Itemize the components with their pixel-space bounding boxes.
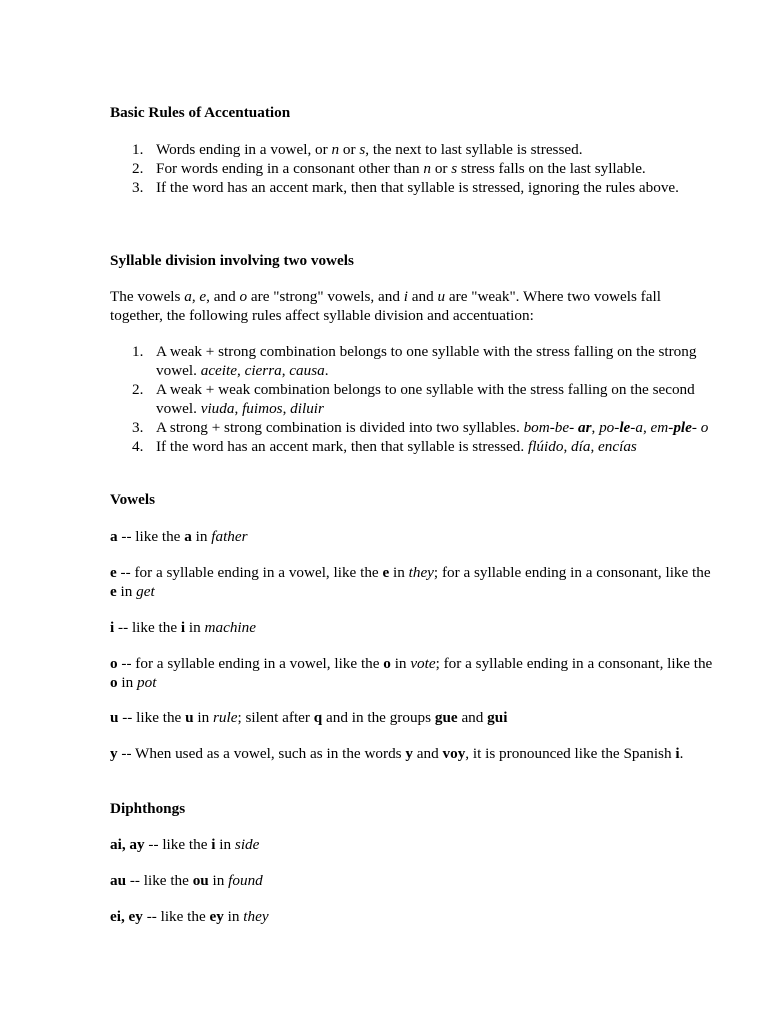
- text-run: in: [185, 619, 205, 636]
- text-run: -- like the: [144, 836, 212, 853]
- text-run: -- When used as a vowel, such as in the words: [117, 745, 406, 762]
- example-word: side: [234, 836, 260, 853]
- list-number: 1.: [132, 343, 144, 360]
- example-word: - o: [691, 419, 709, 436]
- example-word: a: [184, 288, 192, 305]
- example-word: o: [239, 288, 248, 305]
- text-run: If the word has an accent mark, then that syllable is stressed.: [156, 438, 528, 455]
- text-run: ,: [591, 419, 600, 436]
- key-letter: y: [405, 745, 413, 762]
- text-run: ; for a syllable ending in a consonant, like the: [433, 564, 711, 581]
- list-number: 1.: [132, 141, 144, 158]
- text-run: in: [116, 583, 137, 600]
- key-letter: u: [110, 709, 119, 726]
- syllable-rules-list: [110, 342, 720, 456]
- example-word: machine: [204, 619, 256, 636]
- text-run: ,: [191, 288, 200, 305]
- key-letter: gue: [434, 709, 458, 726]
- rule-item: [110, 178, 716, 197]
- stressed-syllable: le: [619, 419, 631, 436]
- example-word: diluir: [290, 400, 324, 417]
- text-run: ; for a syllable ending in a consonant, like the: [435, 655, 713, 672]
- text-run: .: [679, 745, 684, 762]
- text-run: in: [208, 872, 229, 889]
- key-letter: ey: [209, 908, 224, 925]
- heading-vowels: Vowels: [110, 491, 156, 508]
- text-run: , and: [206, 288, 240, 305]
- vowel-entry-e: [110, 563, 716, 601]
- example-word: u: [437, 288, 446, 305]
- example-word: e: [199, 288, 207, 305]
- key-letter: i: [675, 745, 680, 762]
- list-number: 2.: [132, 381, 144, 398]
- text-run: are "strong" vowels, and: [247, 288, 404, 305]
- example-word: rule: [212, 709, 238, 726]
- heading-accentuation: Basic Rules of Accentuation: [110, 104, 291, 121]
- example-word: -a: [630, 419, 643, 436]
- text-run: in: [193, 709, 213, 726]
- text-run: are "weak". Where two vowels fall together, the following rules affect syllable division and accentuation:: [110, 288, 661, 324]
- example-word: vote: [410, 655, 436, 672]
- key-letter: i: [211, 836, 216, 853]
- text-run: in: [389, 564, 409, 581]
- text-run: in: [215, 836, 235, 853]
- text-run: -- for a syllable ending in a vowel, like the: [116, 564, 383, 581]
- vowel-entry-i: [110, 618, 716, 637]
- text-run: ,: [236, 362, 245, 379]
- example-word: pot: [137, 674, 157, 691]
- text-run: ,: [282, 400, 291, 417]
- text-run: A weak + strong combination belongs to one syllable with the stress falling on the strong vowel.: [156, 343, 697, 379]
- rule-item: [110, 159, 716, 178]
- text-run: and in the groups: [322, 709, 435, 726]
- example-word: viuda: [200, 400, 235, 417]
- accentuation-rules-list: [110, 140, 716, 197]
- example-word: día: [571, 438, 591, 455]
- list-number: 3.: [132, 179, 144, 196]
- key-letter: q: [313, 709, 323, 726]
- list-number: 3.: [132, 419, 144, 436]
- example-word: father: [211, 528, 248, 545]
- key-letter: ei, ey: [110, 908, 143, 925]
- text-run: or: [339, 141, 360, 158]
- text-run: in: [223, 908, 244, 925]
- example-word: po-: [599, 419, 620, 436]
- example-word: encías: [598, 438, 637, 455]
- text-run: .: [324, 362, 329, 379]
- text-run: and: [407, 288, 438, 305]
- example-word: causa: [289, 362, 325, 379]
- text-run: -- like the: [118, 709, 186, 726]
- text-run: ,: [234, 400, 243, 417]
- text-run: ,: [590, 438, 599, 455]
- key-letter: a: [110, 528, 118, 545]
- list-number: 2.: [132, 160, 144, 177]
- text-run: ; silent after: [237, 709, 314, 726]
- text-run: and: [457, 709, 488, 726]
- text-run: stress falls on the last syllable.: [457, 160, 646, 177]
- text-run: If the word has an accent mark, then that syllable is stressed, ignoring the rules above.: [156, 179, 679, 196]
- example-word: aceite: [200, 362, 237, 379]
- example-word: get: [136, 583, 155, 600]
- key-letter: o: [110, 674, 118, 691]
- key-letter: y: [110, 745, 118, 762]
- example-word: fuimos: [242, 400, 283, 417]
- key-letter: o: [110, 655, 118, 672]
- stressed-syllable: ar: [577, 419, 592, 436]
- example-word: n: [423, 160, 432, 177]
- key-letter: gui: [487, 709, 508, 726]
- heading-syllable-division: Syllable division involving two vowels: [110, 252, 354, 269]
- example-word: bom-be-: [523, 419, 578, 436]
- text-run: ,: [281, 362, 290, 379]
- text-run: A strong + strong combination is divided into two syllables.: [156, 419, 524, 436]
- key-letter: i: [180, 619, 186, 636]
- example-word: i: [403, 288, 408, 305]
- rule-item: [110, 342, 720, 380]
- text-run: or: [431, 160, 452, 177]
- key-letter: u: [185, 709, 194, 726]
- example-word: n: [331, 141, 340, 158]
- text-run: in: [117, 674, 138, 691]
- rule-item: [110, 418, 720, 437]
- text-run: ,: [563, 438, 572, 455]
- text-run: -- like the: [126, 872, 193, 889]
- list-number: 4.: [132, 438, 144, 455]
- text-run: and: [412, 745, 443, 762]
- key-letter: i: [110, 619, 115, 636]
- diphthong-entry-ei: [110, 907, 716, 926]
- rule-item: [110, 140, 716, 159]
- example-word: flúido: [527, 438, 564, 455]
- example-word: em-: [650, 419, 674, 436]
- diphthong-entry-ai: [110, 835, 716, 854]
- text-run: A weak + weak combination belongs to one syllable with the stress falling on the second vowel.: [156, 381, 695, 417]
- vowel-entry-u: [110, 708, 716, 727]
- vowel-entry-y: [110, 744, 716, 763]
- key-letter: ou: [192, 872, 209, 889]
- vowel-entry-o: [110, 654, 716, 692]
- rule-item: [110, 380, 720, 418]
- text-run: ,: [642, 419, 651, 436]
- syllable-intro-paragraph: [110, 287, 716, 325]
- text-run: For words ending in a consonant other than: [156, 160, 424, 177]
- key-letter: au: [110, 872, 127, 889]
- diphthong-entry-au: [110, 871, 716, 890]
- example-word: s: [451, 160, 458, 177]
- key-letter: voy: [442, 745, 466, 762]
- text-run: , it is pronounced like the Spanish: [465, 745, 676, 762]
- key-letter: a: [184, 528, 192, 545]
- example-word: they: [243, 908, 269, 925]
- example-word: s: [359, 141, 366, 158]
- text-run: The vowels: [110, 288, 185, 305]
- example-word: they: [408, 564, 434, 581]
- rule-item: [110, 437, 720, 456]
- key-letter: ai, ay: [110, 836, 145, 853]
- text-run: -- like the: [117, 528, 185, 545]
- key-letter: e: [110, 564, 117, 581]
- heading-diphthongs: Diphthongs: [110, 800, 186, 817]
- text-run: -- for a syllable ending in a vowel, like the: [117, 655, 384, 672]
- key-letter: e: [382, 564, 390, 581]
- stressed-syllable: ple: [673, 419, 692, 436]
- text-run: Words ending in a vowel, or: [156, 141, 332, 158]
- example-word: cierra: [244, 362, 282, 379]
- text-run: -- like the: [142, 908, 210, 925]
- key-letter: o: [383, 655, 391, 672]
- example-word: found: [228, 872, 263, 889]
- key-letter: e: [110, 583, 117, 600]
- text-run: in: [191, 528, 212, 545]
- text-run: , the next to last syllable is stressed.: [365, 141, 583, 158]
- vowel-entry-a: [110, 527, 716, 546]
- text-run: -- like the: [114, 619, 181, 636]
- text-run: in: [390, 655, 411, 672]
